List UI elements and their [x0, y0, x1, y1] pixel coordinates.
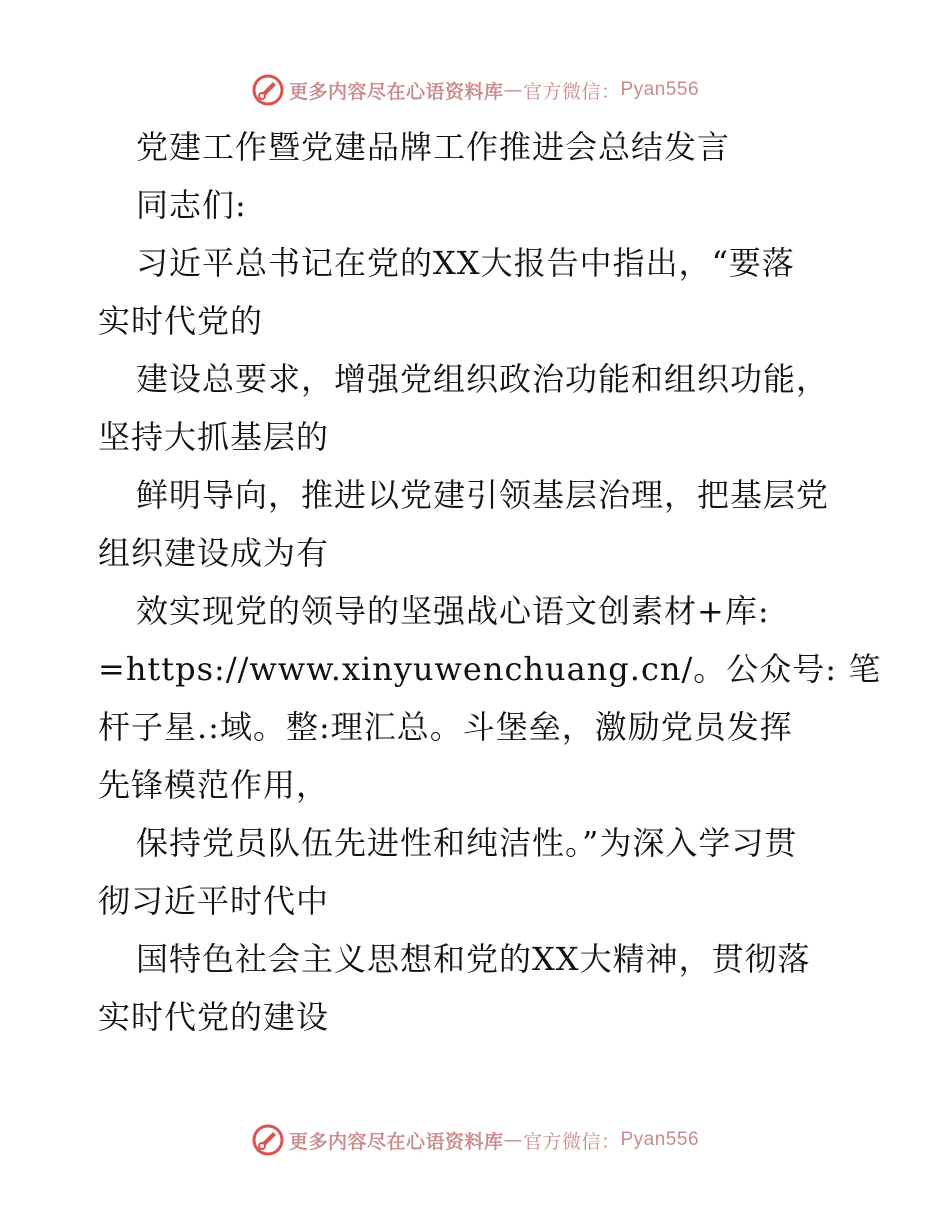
brand-logo-icon	[251, 73, 285, 107]
banner-brand-text: 更多内容尽在心语资料库	[288, 1130, 504, 1153]
paragraph-line: 坚持大抓基层的	[98, 418, 330, 456]
paragraph-line: 彻习近平时代中	[98, 882, 330, 920]
paragraph-line: 鲜明导向，推进以党建引领基层治理，把基层党	[136, 476, 830, 514]
paragraph-line: 效实现党的领导的坚强战心语文创素材+库:	[136, 592, 770, 630]
banner-dash: —	[503, 1129, 523, 1151]
salutation: 同志们:	[136, 186, 247, 224]
banner-brand-text: 更多内容尽在心语资料库	[288, 80, 504, 103]
banner-dash: —	[503, 79, 523, 101]
paragraph-line: 实时代党的建设	[98, 998, 330, 1036]
paragraph-line: =https://www.xinyuwenchuang.cn/。公众号: 笔	[98, 650, 882, 688]
banner-account: Pyan556	[620, 1129, 700, 1150]
paragraph-line: 组织建设成为有	[98, 534, 330, 572]
paragraph-line: 建设总要求，增强党组织政治功能和组织功能，	[136, 360, 830, 398]
paragraph-line: 习近平总书记在党的XX大报告中指出，“要落	[136, 244, 795, 282]
paragraph-line: 保持党员队伍先进性和纯洁性。”为深入学习贯	[136, 824, 798, 862]
paragraph-line: 杆子星.:域。整:理汇总。斗堡垒，激励党员发挥	[98, 708, 793, 746]
document-title: 党建工作暨党建品牌工作推进会总结发言	[136, 128, 731, 166]
brand-logo-icon	[251, 1123, 285, 1157]
paragraph-line: 国特色社会主义思想和党的XX大精神，贯彻落	[136, 940, 811, 978]
header-watermark-banner	[0, 70, 950, 110]
banner-wechat-label: 官方微信：	[522, 1130, 621, 1153]
banner-account: Pyan556	[620, 79, 700, 100]
footer-watermark-banner	[0, 1120, 950, 1160]
paragraph-line: 先锋模范作用，	[98, 766, 330, 804]
banner-wechat-label: 官方微信：	[522, 80, 621, 103]
paragraph-line: 实时代党的	[98, 302, 264, 340]
document-body	[98, 118, 882, 1046]
